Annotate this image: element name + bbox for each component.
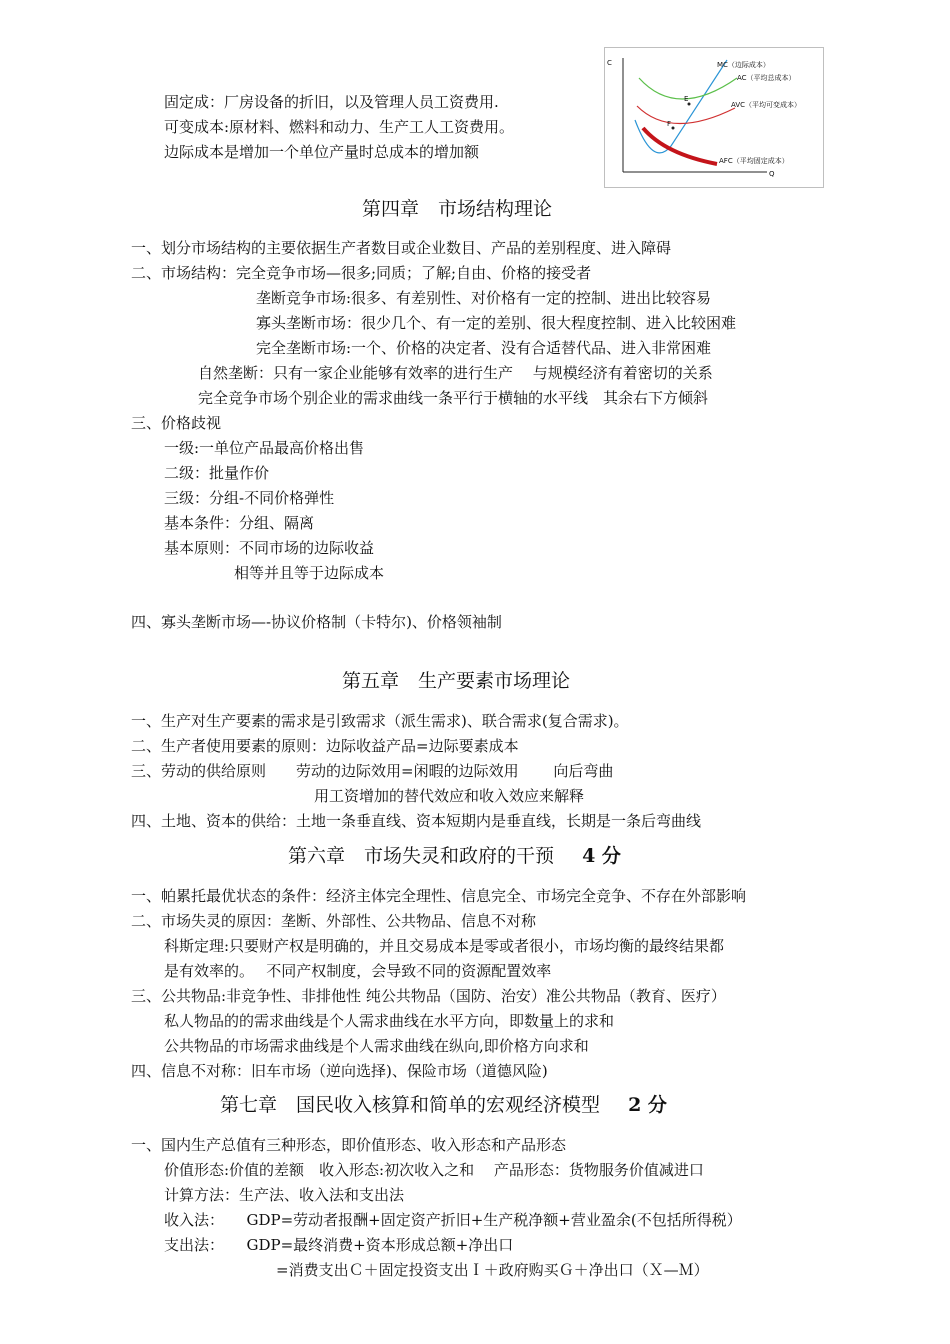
text-line: 三、劳动的供给原则 劳动的边际效用=闲暇的边际效用 向后弯曲 xyxy=(131,762,614,780)
text-line: 一、国内生产总值有三种形态，即价值形态、收入形态和产品形态 xyxy=(131,1136,567,1154)
text-line: 一级:一单位产品最高价格出售 xyxy=(164,439,365,457)
x-axis-label: Q xyxy=(769,170,775,178)
text-line: 四、信息不对称：旧车市场（逆向选择)、保险市场（道德风险) xyxy=(131,1062,548,1080)
avc-min-point xyxy=(672,127,675,130)
mc-label: MC（边际成本） xyxy=(717,61,770,69)
text-line: 二、市场结构：完全竞争市场—很多;同质；了解;自由、价格的接受者 xyxy=(131,264,592,282)
afc-curve xyxy=(643,128,717,164)
text-line: 科斯定理:只要财产权是明确的，并且交易成本是零或者很小，市场均衡的最终结果都 xyxy=(164,937,725,955)
chapter-title: 第六章 市场失灵和政府的干预 xyxy=(288,845,555,867)
chapter-title: 第五章 生产要素市场理论 xyxy=(342,670,571,692)
text-line: 公共物品的市场需求曲线是个人需求曲线在纵向,即价格方向求和 xyxy=(164,1037,589,1055)
cost-curves-figure xyxy=(604,47,824,188)
text-line: =消费支出Ｃ＋固定投资支出Ｉ＋政府购买Ｇ＋净出口（Ｘ—Ｍ） xyxy=(276,1261,709,1279)
text-line: 一、划分市场结构的主要依据生产者数目或企业数目、产品的差别程度、进入障碍 xyxy=(131,239,672,257)
ac-label: AC（平均总成本） xyxy=(737,74,796,82)
chapter-title-row xyxy=(288,843,621,869)
text-line: 计算方法：生产法、收入法和支出法 xyxy=(164,1186,405,1204)
avc-curve xyxy=(637,106,735,124)
text-line: 完全竞争市场个别企业的需求曲线一条平行于横轴的水平线 其余右下方倾斜 xyxy=(198,389,709,407)
text-line: 一、生产对生产要素的需求是引致需求（派生需求)、联合需求(复合需求)。 xyxy=(131,712,629,730)
text-line: 垄断竞争市场:很多、有差别性、对价格有一定的控制、进出比较容易 xyxy=(256,289,712,307)
cost-curves-svg xyxy=(605,48,823,187)
text-line: 基本原则：不同市场的边际收益 xyxy=(164,539,375,557)
text-line: 用工资增加的替代效应和收入效应来解释 xyxy=(314,787,585,805)
mc-curve xyxy=(635,60,727,153)
text-line: 自然垄断：只有一家企业能够有效率的进行生产 与规模经济有着密切的关系 xyxy=(198,364,713,382)
text-line: 四、寡头垄断市场—-协议价格制（卡特尔)、价格领袖制 xyxy=(131,613,502,631)
chapter-title: 第七章 国民收入核算和简单的宏观经济模型 xyxy=(220,1094,601,1116)
text-line: 边际成本是增加一个单位产量时总成本的增加额 xyxy=(164,143,480,161)
chapter-title-row xyxy=(220,1092,667,1118)
chapter-score: 4 分 xyxy=(582,845,621,867)
chapter-score: 2 分 xyxy=(628,1094,667,1116)
avc-label: AVC（平均可变成本） xyxy=(731,101,802,109)
text-line: 三级：分组-不同价格弹性 xyxy=(164,489,335,507)
chapter-title: 第四章 市场结构理论 xyxy=(362,198,553,220)
text-line: 是有效率的。 不同产权制度，会导致不同的资源配置效率 xyxy=(164,962,552,980)
y-axis-label: C xyxy=(607,59,612,67)
text-line: 二级：批量作价 xyxy=(164,464,270,482)
text-line: 三、价格歧视 xyxy=(131,414,222,432)
text-line: 基本条件：分组、隔离 xyxy=(164,514,315,532)
text-line: 四、土地、资本的供给：土地一条垂直线、资本短期内是垂直线，长期是一条后弯曲线 xyxy=(131,812,702,830)
text-line: 相等并且等于边际成本 xyxy=(234,564,385,582)
text-line: 固定成：厂房设备的折旧，以及管理人员工资费用. xyxy=(164,93,499,111)
text-line: 二、市场失灵的原因：垄断、外部性、公共物品、信息不对称 xyxy=(131,912,537,930)
text-line: 二、生产者使用要素的原则：边际收益产品=边际要素成本 xyxy=(131,737,519,755)
text-line: 寡头垄断市场：很少几个、有一定的差别、很大程度控制、进入比较困难 xyxy=(256,314,737,332)
text-line: 收入法： GDP=劳动者报酬+固定资产折旧+生产税净额+营业盈余(不包括所得税） xyxy=(164,1211,742,1229)
text-line: 三、公共物品:非竞争性、非排他性 纯公共物品（国防、治安）准公共物品（教育、医疗） xyxy=(131,987,726,1005)
text-line: 一、帕累托最优状态的条件：经济主体完全理性、信息完全、市场完全竞争、不存在外部影响 xyxy=(131,887,747,905)
point-label: E xyxy=(684,95,689,103)
text-line: 可变成本:原材料、燃料和动力、生产工人工资费用。 xyxy=(164,118,515,136)
text-line: 完全垄断市场:一个、价格的决定者、没有合适替代品、进入非常困难 xyxy=(256,339,712,357)
afc-label: AFC（平均固定成本） xyxy=(719,157,789,165)
text-line: 价值形态:价值的差额 收入形态:初次收入之和 产品形态：货物服务价值减进口 xyxy=(164,1161,704,1179)
point-label: F xyxy=(667,120,672,128)
text-line: 私人物品的的需求曲线是个人需求曲线在水平方向，即数量上的求和 xyxy=(164,1012,615,1030)
text-line: 支出法： GDP=最终消费+资本形成总额+净出口 xyxy=(164,1236,514,1254)
